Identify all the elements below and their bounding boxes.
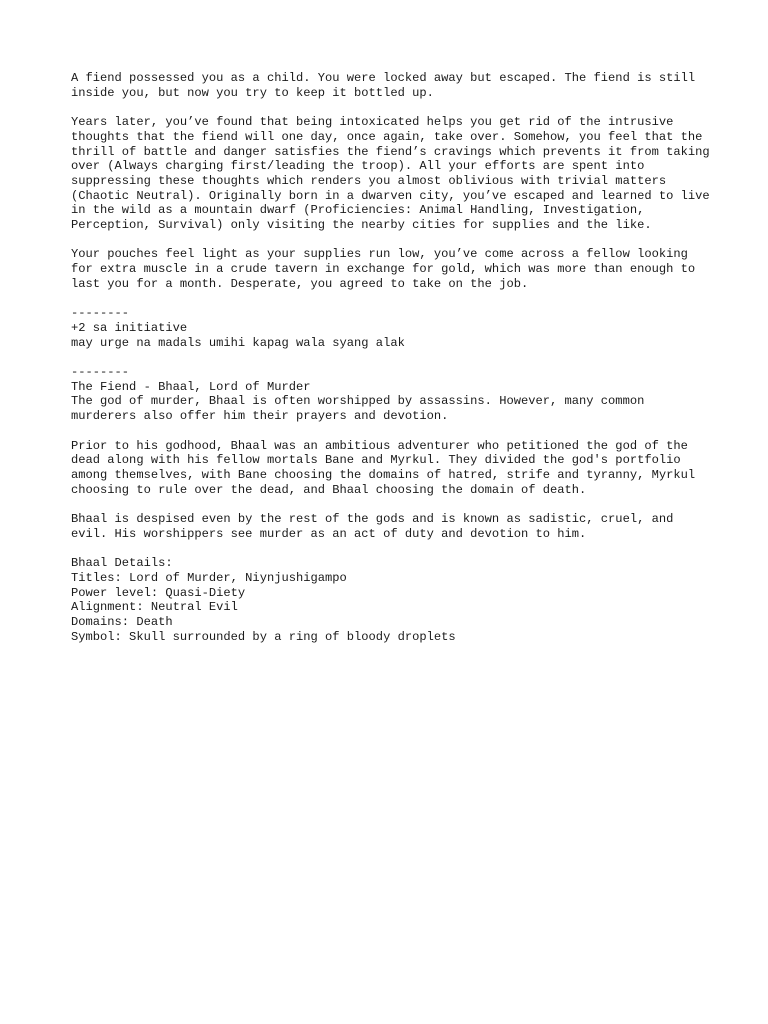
fiend-paragraph-1: The god of murder, Bhaal is often worshipped by assassins. However, many common murderers also offer him their prayers and devotion. (71, 394, 652, 424)
note-line-1: +2 sa initiative (71, 320, 188, 335)
notes-block (71, 306, 711, 350)
details-titles: Titles: Lord of Murder, Niynjushigampo (71, 570, 347, 585)
intro-paragraph-3: Your pouches feel light as your supplies run low, you’ve come across a fellow looking for extra muscle in a crude tavern in exchange for gold, which was more than enough to last you for a month. Desperate, you agreed to take on the job. (71, 247, 703, 291)
fiend-paragraph-2: Prior to his godhood, Bhaal was an ambitious adventurer who petitioned the god of the dead along with his fellow mortals Bane and Myrkul. They divided the god's portfolio among themselves, with Bane choosing the domains of hatred, strife and tyranny, Myrkul choosing to rule over the dead, and Bhaal choosing the domain of death. (71, 438, 703, 497)
fiend-heading: The Fiend - Bhaal, Lord of Murder (71, 379, 311, 394)
fiend-heading-block (71, 365, 711, 424)
intro-paragraph-2: Years later, you’ve found that being intoxicated helps you get rid of the intrusive thoughts that the fiend will one day, once again, take over. Somehow, you feel that the thrill of battle and danger satisfies the fiend’s cravings which prevents it from taking over (Always charging first/leading the troop). All your efforts are spent into suppressing these thoughts which renders you almost oblivious with trivial matters (Chaotic Neutral). Originally born in a dwarven city, you’ve escaped and learned to live in the wild as a mountain dwarf (Proficiencies: Animal Handling, Investigation, Perception, Survival) only visiting the nearby cities for supplies and the like. (71, 115, 717, 233)
details-block (71, 556, 711, 644)
details-symbol: Symbol: Skull surrounded by a ring of bloody droplets (71, 629, 456, 644)
details-alignment: Alignment: Neutral Evil (71, 600, 238, 615)
details-heading: Bhaal Details: (71, 556, 173, 571)
details-power: Power level: Quasi-Diety (71, 585, 246, 600)
intro-paragraph-1: A fiend possessed you as a child. You were locked away but escaped. The fiend is still inside you, but now you try to keep it bottled up. (71, 71, 703, 100)
note-line-2: may urge na madals umihi kapag wala syang alak (71, 335, 405, 350)
details-domains: Domains: Death (71, 614, 173, 629)
separator: -------- (71, 306, 130, 321)
document-page (71, 71, 717, 659)
separator: -------- (71, 365, 130, 379)
fiend-paragraph-3: Bhaal is despised even by the rest of the gods and is known as sadistic, cruel, and evil. His worshippers see murder as an act of duty and devotion to him. (71, 512, 681, 541)
